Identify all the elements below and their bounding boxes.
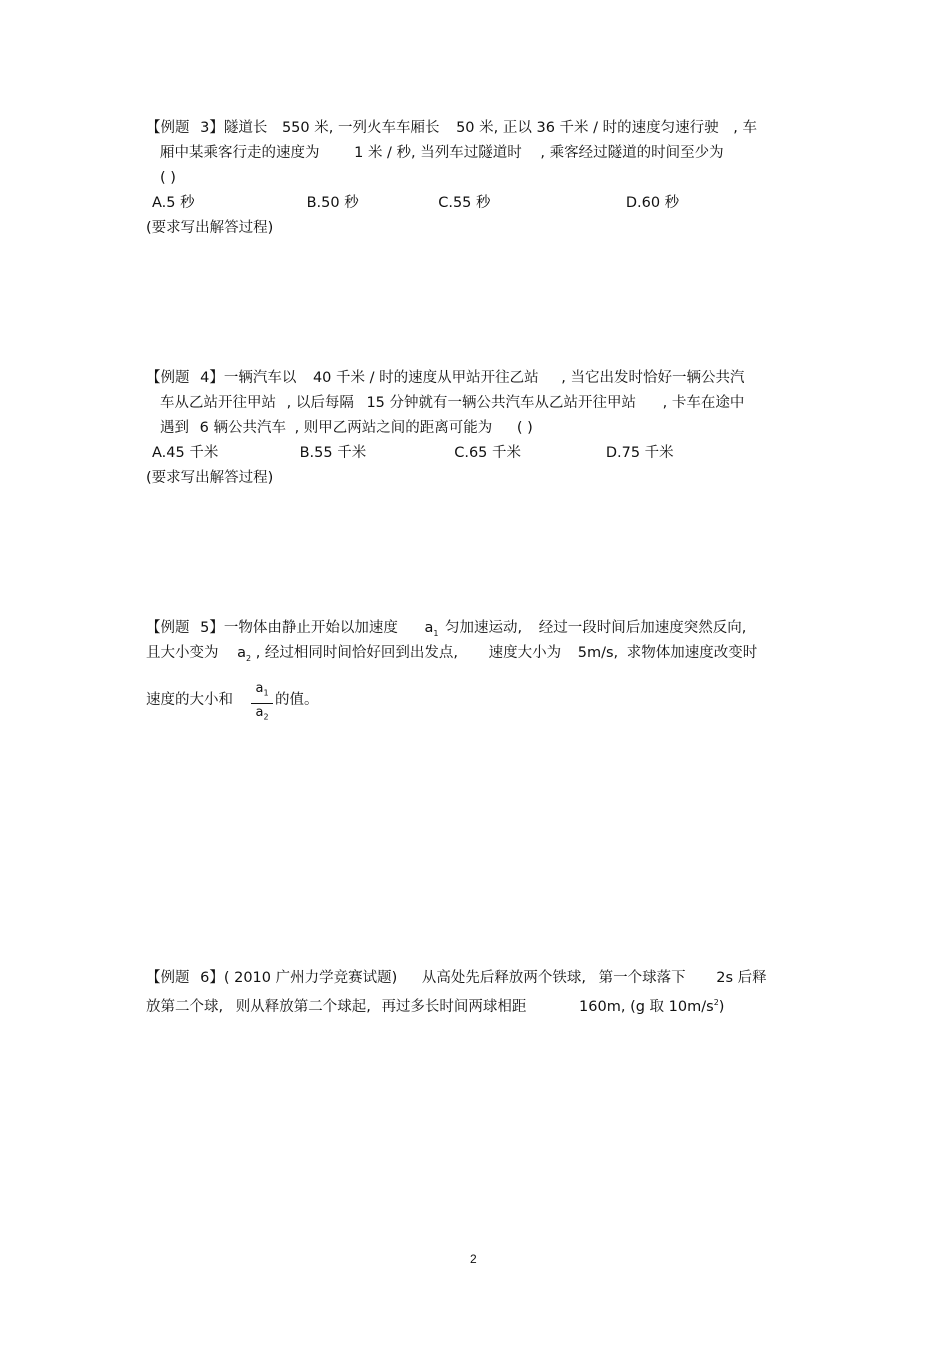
ex3-options bbox=[152, 193, 679, 213]
ex4-option-a: A.45 千米 bbox=[152, 445, 219, 461]
ex3-option-d: D.60 秒 bbox=[625, 195, 680, 211]
ex4-option-d: D.75 千米 bbox=[605, 445, 674, 461]
ex6-line1: 【例题 6】( 2010 广州力学竞赛试题) 从高处先后释放两个铁球, 第一个球落下 2s 后释 bbox=[146, 970, 767, 986]
ex4-label: 【例题 bbox=[146, 370, 190, 386]
ex3-option-c: C.55 秒 bbox=[438, 195, 491, 211]
ex3-line1: 【例题 3】隧道长 550 米, 一列火车车厢长 50 米, 正以 36 千米 / 时的速度匀速行驶 , 车 bbox=[146, 120, 757, 136]
ex3-line3: ( ) bbox=[160, 170, 176, 186]
ex6-line2: 放第二个球, 则从释放第二个球起, 再过多长时间两球相距 160m, (g 取 $10m/s^2$) bbox=[146, 998, 725, 1015]
ex4-options bbox=[152, 443, 674, 463]
ex4-line2: 车从乙站开往甲站 , 以后每隔 15 分钟就有一辆公共汽车从乙站开往甲站 , 卡车在途中 bbox=[160, 395, 745, 411]
ex4-option-b: B.55 千米 bbox=[299, 445, 367, 461]
ex3-option-b: B.50 秒 bbox=[306, 195, 359, 211]
ex5-line1: 【例题 5】一物体由静止开始以加速度 $a_1$ 匀加速运动, 经过一段时间后加速度突然反向, bbox=[146, 620, 747, 638]
ex3-line2: 厢中某乘客行走的速度为 1 米 / 秒, 当列车过隧道时 , 乘客经过隧道的时间至少为 bbox=[160, 145, 724, 161]
ex5-line2: 且大小变为 $a_2$ , 经过相同时间恰好回到出发点, 速度大小为 5m/s, 求物体加速度改变时 bbox=[146, 645, 758, 663]
ex4-line3: 遇到 6 辆公共汽车 , 则甲乙两站之间的距离可能为 ( ) bbox=[160, 420, 533, 436]
ex5-line3: 速度的大小和 bbox=[146, 692, 233, 708]
ex4-requirement: (要求写出解答过程) bbox=[146, 470, 274, 486]
ex5-label: 【例题 bbox=[146, 620, 190, 636]
fraction-bar bbox=[251, 703, 273, 704]
ex5-line3-tail: 的值。 bbox=[275, 692, 319, 708]
page-number: 2 bbox=[470, 1252, 477, 1266]
ex3-label: 【例题 bbox=[146, 120, 190, 136]
ex3-requirement: (要求写出解答过程) bbox=[146, 220, 274, 236]
ex6-label: 【例题 bbox=[146, 970, 190, 986]
ex3-option-a: A.5 秒 bbox=[152, 195, 195, 211]
ratio-fraction: $a_1$ $a_2$ bbox=[251, 681, 273, 725]
ex4-option-c: C.65 千米 bbox=[454, 445, 522, 461]
ex4-line1: 【例题 4】一辆汽车以 40 千米 / 时的速度从甲站开往乙站 , 当它出发时恰好一辆公共汽 bbox=[146, 370, 745, 386]
